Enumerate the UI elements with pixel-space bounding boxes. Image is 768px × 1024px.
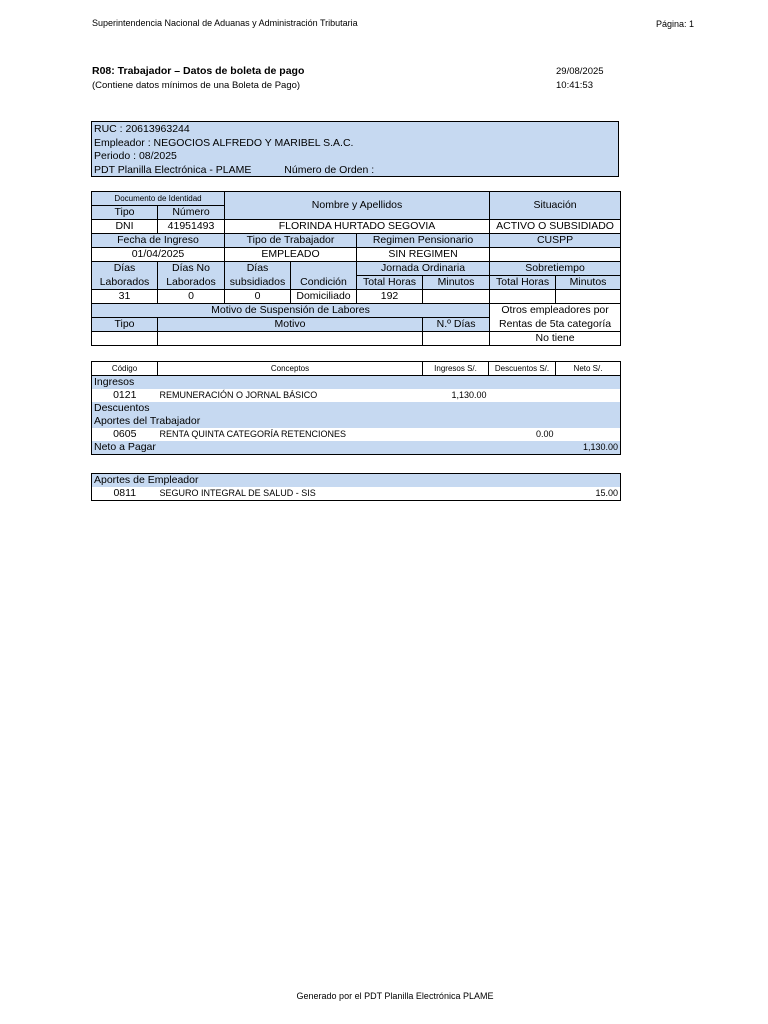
motivo-suspension-header: Motivo de Suspensión de Labores: [92, 304, 490, 318]
order-number: Número de Orden :: [284, 163, 375, 176]
empleador-blank-2: [489, 487, 556, 501]
sobre-min-header: Minutos: [556, 276, 621, 290]
neto-label: Neto a Pagar: [94, 441, 156, 453]
codigo-header: Código: [92, 362, 158, 376]
conceptos-header: Conceptos: [158, 362, 423, 376]
institution-name: Superintendencia Nacional de Aduanas y Administración Tributaria: [92, 18, 358, 28]
numero-header: Número: [158, 206, 225, 220]
dias-lab-header-1: Días: [92, 262, 158, 276]
report-title: R08: Trabajador – Datos de boleta de pago: [92, 65, 305, 77]
worker-situacion: ACTIVO O SUBSIDIADO: [490, 220, 621, 234]
aporte-neto: [556, 428, 621, 441]
ingreso-codigo: 0121: [113, 389, 137, 401]
concepts-table: [91, 361, 621, 455]
doc-numero: 41951493: [158, 220, 225, 234]
otros-empleadores-value: No tiene: [490, 332, 621, 346]
sobre-horas: [490, 290, 556, 304]
dias-nolab-header-1: Días No: [158, 262, 225, 276]
pdt-name: PDT Planilla Electrónica - PLAME: [94, 163, 252, 176]
empleador-monto: 15.00: [595, 488, 619, 498]
susp-dias-header: N.º Días: [423, 318, 490, 332]
regimen: SIN REGIMEN: [357, 248, 490, 262]
susp-motivo-header: Motivo: [158, 318, 423, 332]
tipo-header: Tipo: [92, 206, 158, 220]
otros-empleadores-1: Otros empleadores por: [490, 304, 621, 318]
tipo-trabajador-header: Tipo de Trabajador: [225, 234, 357, 248]
period: Periodo : 08/2025: [94, 150, 177, 162]
dias-lab-header-2: Laborados: [92, 276, 158, 290]
susp-motivo: [158, 332, 423, 346]
dias-nolab-header-2: Laborados: [158, 276, 225, 290]
cuspp-header: CUSPP: [490, 234, 621, 248]
nombre-header: Nombre y Apellidos: [225, 192, 490, 220]
dias-sub-header-2: subsidiados: [225, 276, 291, 290]
pdt-line: [94, 164, 616, 178]
employer-name: Empleador : NEGOCIOS ALFREDO Y MARIBEL S.A.C.: [94, 136, 354, 149]
regimen-header: Regimen Pensionario: [357, 234, 490, 248]
neto-value: 1,130.00: [582, 442, 618, 452]
sobretiempo-header: Sobretiempo: [490, 262, 621, 276]
empleador-concepto: SEGURO INTEGRAL DE SALUD - SIS: [159, 488, 316, 498]
sobre-min: [556, 290, 621, 304]
situacion-header: Situación: [490, 192, 621, 220]
susp-tipo: [92, 332, 158, 346]
report-subtitle: (Contiene datos mínimos de una Boleta de Pago): [92, 80, 301, 91]
aporte-ingreso: [423, 428, 489, 441]
empleador-codigo: 0811: [113, 487, 137, 499]
ruc: RUC : 20613963244: [94, 123, 190, 135]
cuspp: [490, 248, 621, 262]
aportes-trabajador-section: Aportes del Trabajador: [94, 415, 201, 427]
descuentos-section: Descuentos: [94, 402, 150, 414]
descuentos-header: Descuentos S/.: [489, 362, 556, 376]
worker-name: FLORINDA HURTADO SEGOVIA: [225, 220, 490, 234]
empleador-blank-1: [423, 487, 489, 501]
worker-table: [91, 191, 621, 346]
dias-nolab: 0: [158, 290, 225, 304]
employer-contrib-table: [91, 473, 621, 501]
ingresos-section: Ingresos: [94, 376, 135, 388]
doc-tipo: DNI: [92, 220, 158, 234]
sobre-horas-header: Total Horas: [490, 276, 556, 290]
jornada-horas-header: Total Horas: [357, 276, 423, 290]
jornada-header: Jornada Ordinaria: [357, 262, 490, 276]
report-date: 29/08/2025: [556, 66, 604, 77]
susp-dias: [423, 332, 490, 346]
aporte-concepto: RENTA QUINTA CATEGORÍA RETENCIONES: [159, 429, 347, 439]
jornada-min: [423, 290, 490, 304]
aporte-descuento: 0.00: [535, 429, 554, 439]
neto-header: Neto S/.: [556, 362, 621, 376]
employer-info: [91, 121, 619, 177]
aportes-empleador-section: Aportes de Empleador: [94, 474, 199, 486]
fecha-ingreso-header: Fecha de Ingreso: [92, 234, 225, 248]
condicion: Domiciliado: [291, 290, 357, 304]
tipo-trabajador: EMPLEADO: [225, 248, 357, 262]
page-number: Página: 1: [656, 19, 695, 29]
ingresos-header: Ingresos S/.: [423, 362, 489, 376]
ingreso-neto: [556, 389, 621, 402]
ingreso-concepto: REMUNERACIÓN O JORNAL BÁSICO: [159, 390, 318, 400]
fecha-ingreso: 01/04/2025: [92, 248, 225, 262]
doc-id-header: Documento de Identidad: [92, 192, 225, 206]
jornada-horas: 192: [357, 290, 423, 304]
condicion-header: Condición: [291, 276, 357, 290]
ingreso-descuento: [489, 389, 556, 402]
jornada-min-header: Minutos: [423, 276, 490, 290]
report-time: 10:41:53: [556, 80, 593, 91]
aporte-codigo: 0605: [113, 428, 137, 440]
dias-lab: 31: [92, 290, 158, 304]
otros-empleadores-2: Rentas de 5ta categoría: [490, 318, 621, 332]
susp-tipo-header: Tipo: [92, 318, 158, 332]
footer-text: Generado por el PDT Planilla Electrónica PLAME: [296, 991, 494, 1001]
dias-sub-header-1: Días: [225, 262, 291, 276]
dias-sub: 0: [225, 290, 291, 304]
condicion-header-top: [291, 262, 357, 276]
ingreso-monto: 1,130.00: [451, 390, 487, 400]
